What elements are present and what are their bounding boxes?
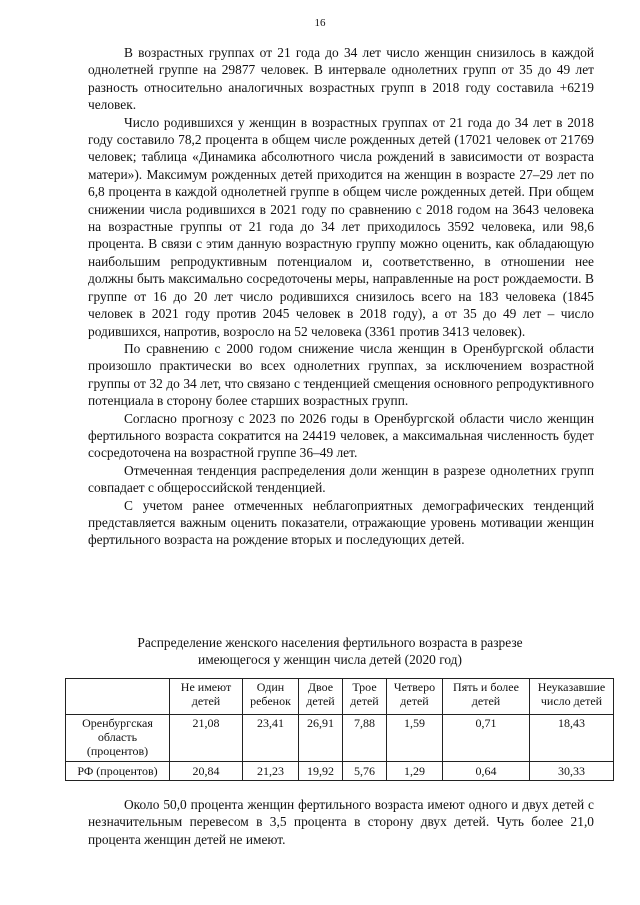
closing-paragraph: Около 50,0 процента женщин фертильного возраста имеют одного и двух детей с незначительным перевесом в 3,5 процента в сторону двух детей. Чуть более 21,0 процента женщин детей не имеют.: [88, 797, 594, 847]
paragraph-2: Число родившихся у женщин в возрастных группах от 21 года до 34 лет в 2018 году составило 78,2 процента в общем числе рожденных детей (17021 человек от 21769 человек; таблица «Динамика абсолютного числа рождений в зависимости от возраста матери»). Максимум рожденных детей приходится на женщин в возрасте 27–29 лет по 6,8 процента в каждой однолетней группе в общем числе рожденных детей. При общем снижении числа родившихся в 2021 году по сравнению с 2018 годом на 3643 человека на возрастные группы от 21 года до 34 лет приходилось 3592 человека, или 98,6 процента. В связи с этим данную возрастную группу можно оценить, как обладающую наибольшим репродуктивным потенциалом и, соответственно, в отношении нее должны быть максимально сосредоточены меры, направленные на рост рождаемости. В группе от 16 до 20 лет число родившихся снизилось всего на 183 человека (1845 человек в 2021 году против 2045 человек в 2018 году), а от 35 до 49 лет – число родившихся, напротив, возросло на 52 человека (3361 против 3413 человек).: [88, 114, 594, 339]
paragraph-6: С учетом ранее отмеченных неблагоприятных демографических тенденций представляется важным оценить показатели, отражающие уровень мотивации женщин фертильного возраста на рождение вторых и последующих детей.: [88, 497, 594, 548]
table-caption-line-2: имеющегося у женщин числа детей (2020 год): [198, 652, 462, 667]
table-cell: 30,33: [530, 762, 614, 781]
paragraph-5: Отмеченная тенденция распределения доли женщин в разрезе однолетних групп совпадает с общероссийской тенденцией.: [88, 462, 594, 496]
paragraph-1: В возрастных группах от 21 года до 34 лет число женщин снизилось в каждой однолетней группе на 29877 человек. В интервале однолетних групп от 35 до 49 лет разность относительно аналогичных возрастных групп в 2018 году составила +6219 человек.: [88, 45, 594, 113]
table-header-two-children: Двое детей: [299, 679, 343, 715]
table-cell: 7,88: [343, 715, 387, 762]
table-header-no-children: Не имеют детей: [170, 679, 243, 715]
table-header-one-child: Один ребенок: [243, 679, 299, 715]
table-header-five-plus-children: Пять и более детей: [443, 679, 530, 715]
table-cell: 1,29: [387, 762, 443, 781]
page-number: 16: [314, 17, 326, 29]
paragraph-3: По сравнению с 2000 годом снижение числа женщин в Оренбургской области произошло практически во всех однолетних группах, за исключением возрастной группы от 32 до 34 лет, что связано с тенденцией смещения основного репродуктивного потенциала в сторону более старших возрастных групп.: [88, 340, 594, 409]
table-header-unspecified: Неуказавшие число детей: [530, 679, 614, 715]
table-header-row: [66, 679, 614, 715]
table-cell: 5,76: [343, 762, 387, 781]
closing-text: [88, 796, 594, 848]
table-row: [66, 762, 614, 781]
table-caption-line-1: Распределение женского населения фертильного возраста в разрезе: [137, 635, 523, 650]
table-cell: 26,91: [299, 715, 343, 762]
table-cell-region: Оренбургская область (процентов): [66, 715, 170, 762]
table-cell: 18,43: [530, 715, 614, 762]
table-cell: 19,92: [299, 762, 343, 781]
table-cell: 21,23: [243, 762, 299, 781]
children-distribution-table: [65, 678, 614, 781]
table-header-empty: [66, 679, 170, 715]
table-cell: 1,59: [387, 715, 443, 762]
table-cell: 23,41: [243, 715, 299, 762]
table-cell: 0,64: [443, 762, 530, 781]
table-cell: 20,84: [170, 762, 243, 781]
table-cell: 21,08: [170, 715, 243, 762]
table-cell: 0,71: [443, 715, 530, 762]
table-cell-region: РФ (процентов): [66, 762, 170, 781]
table-header-three-children: Трое детей: [343, 679, 387, 715]
body-text: [88, 44, 594, 549]
table-header-four-children: Четверо детей: [387, 679, 443, 715]
table-caption: [80, 634, 580, 668]
paragraph-4: Согласно прогнозу с 2023 по 2026 годы в Оренбургской области число женщин фертильного возраста сократится на 24419 человек, а максимальная численность будет сосредоточена на возрастной группе 36–49 лет.: [88, 410, 594, 461]
table-row: [66, 715, 614, 762]
